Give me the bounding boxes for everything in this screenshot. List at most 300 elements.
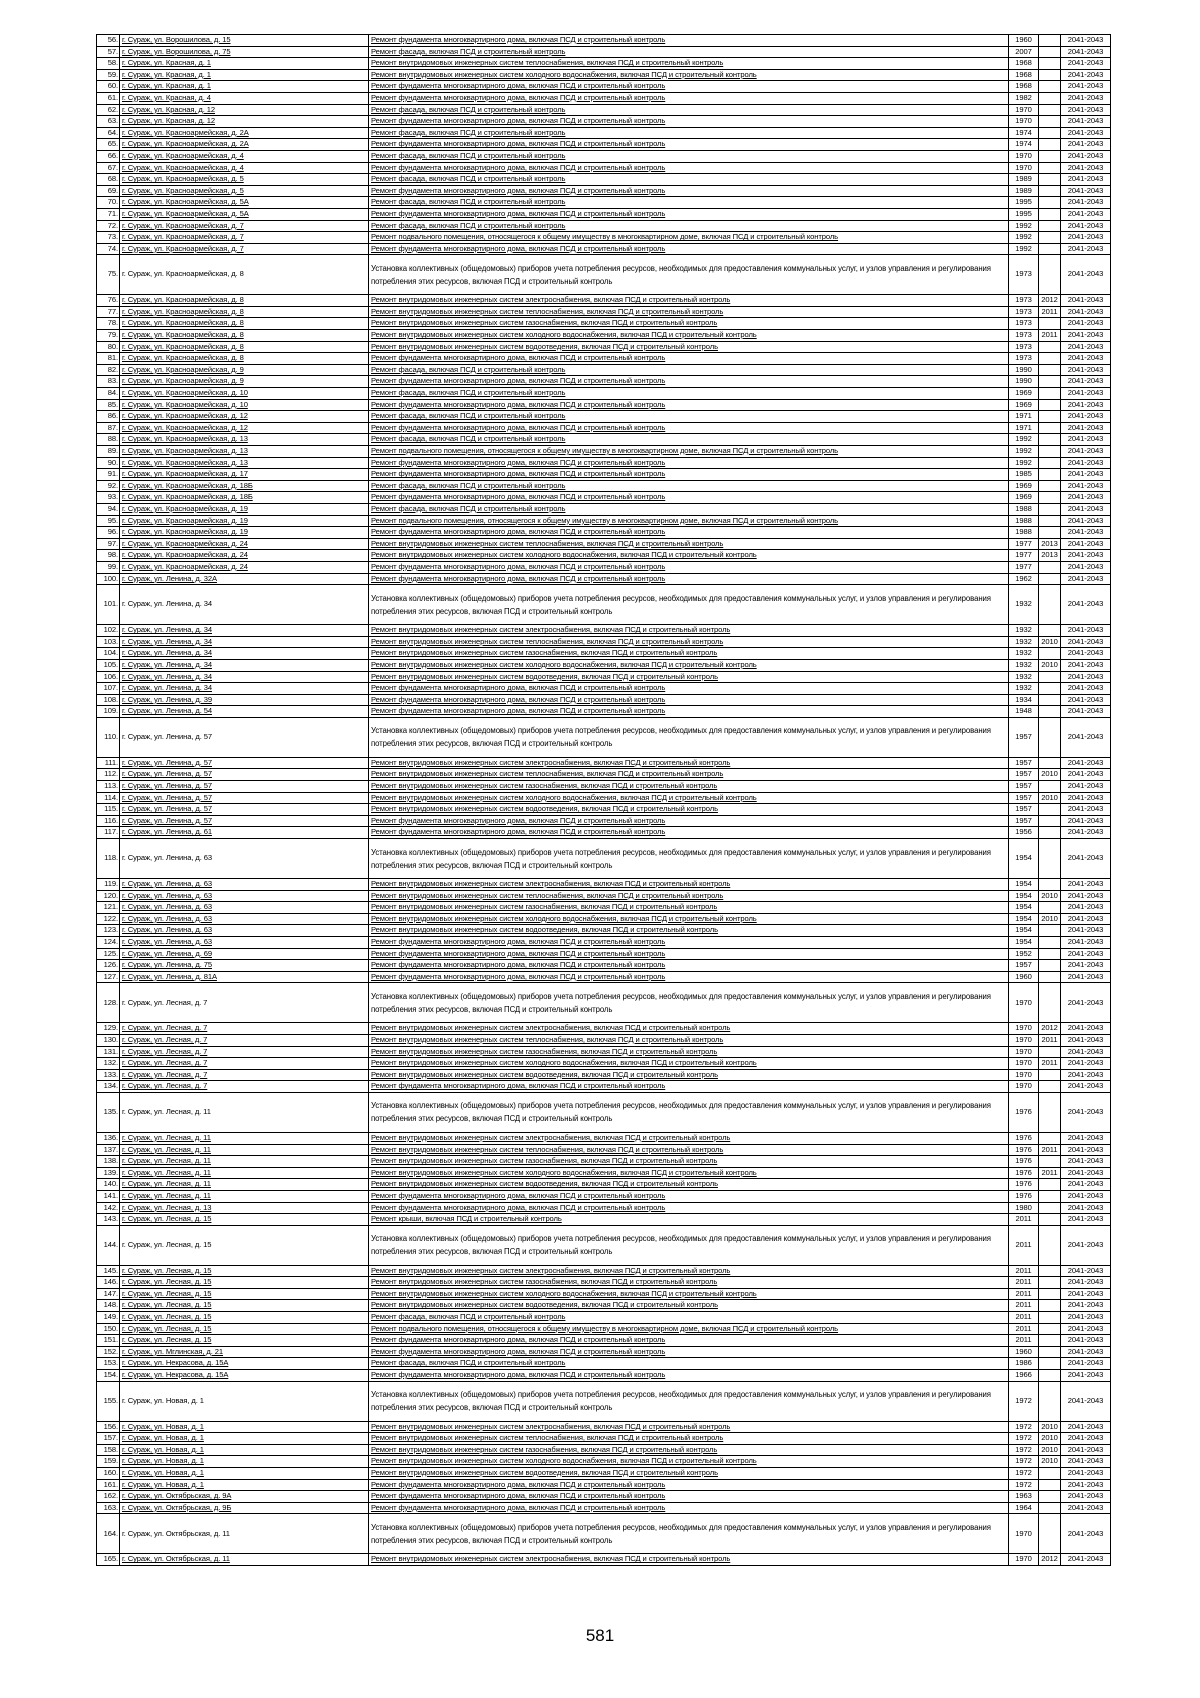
table-row (97, 1370, 1155, 1382)
row-number-cell: 127. (97, 971, 120, 983)
empty-margin-cell (1111, 902, 1155, 914)
row-number-cell: 103. (97, 636, 120, 648)
empty-margin-cell (1111, 503, 1155, 515)
work-type-cell: Ремонт внутридомовых инженерных систем газоснабжения, включая ПСД и строительный контроль (369, 1277, 1009, 1289)
empty-margin-cell (1111, 948, 1155, 960)
address-cell: г. Сураж, ул. Лесная, д. 15 (120, 1214, 369, 1226)
row-number-cell: 64. (97, 127, 120, 139)
table-row (97, 781, 1155, 793)
table-row (97, 318, 1155, 330)
row-number-cell: 136. (97, 1132, 120, 1144)
table-row (97, 255, 1155, 295)
last-repair-year-cell (1039, 341, 1061, 353)
planned-period-cell: 2041-2043 (1061, 364, 1111, 376)
address-cell: г. Сураж, ул. Красноармейская, д. 2А (120, 139, 369, 151)
empty-margin-cell (1111, 694, 1155, 706)
work-type-cell: Ремонт фасада, включая ПСД и строительный контроль (369, 1358, 1009, 1370)
work-type-cell: Ремонт фундамента многоквартирного дома, включая ПСД и строительный контроль (369, 948, 1009, 960)
last-repair-year-cell (1039, 376, 1061, 388)
empty-margin-cell (1111, 1144, 1155, 1156)
work-type-cell: Ремонт фундамента многоквартирного дома, включая ПСД и строительный контроль (369, 185, 1009, 197)
address-cell: г. Сураж, ул. Ленина, д. 63 (120, 879, 369, 891)
last-repair-year-cell: 2011 (1039, 1034, 1061, 1046)
empty-margin-cell (1111, 243, 1155, 255)
row-number-cell: 141. (97, 1190, 120, 1202)
build-year-cell: 1932 (1009, 585, 1039, 625)
address-cell: г. Сураж, ул. Ворошилова, д. 15 (120, 35, 369, 47)
work-type-cell: Ремонт фундамента многоквартирного дома, включая ПСД и строительный контроль (369, 469, 1009, 481)
last-repair-year-cell (1039, 208, 1061, 220)
work-type-cell: Ремонт фасада, включая ПСД и строительный контроль (369, 46, 1009, 58)
address-cell: г. Сураж, ул. Красноармейская, д. 19 (120, 527, 369, 539)
last-repair-year-cell (1039, 625, 1061, 637)
empty-margin-cell (1111, 1456, 1155, 1468)
row-number-cell: 68. (97, 174, 120, 186)
address-cell: г. Сураж, ул. Ленина, д. 34 (120, 648, 369, 660)
last-repair-year-cell (1039, 1069, 1061, 1081)
empty-margin-cell (1111, 1554, 1155, 1566)
build-year-cell: 1988 (1009, 527, 1039, 539)
build-year-cell: 1973 (1009, 318, 1039, 330)
build-year-cell: 2011 (1009, 1288, 1039, 1300)
work-type-cell: Ремонт фундамента многоквартирного дома, включая ПСД и строительный контроль (369, 208, 1009, 220)
work-type-cell: Установка коллективных (общедомовых) приборов учета потребления ресурсов, необходимых для предоставления коммунальных услуг, и узлов управления и регулирования потребления этих ресурсов, включая ПСД и строительный контроль (369, 983, 1009, 1023)
work-type-cell: Ремонт внутридомовых инженерных систем водоотведения, включая ПСД и строительный контроль (369, 1179, 1009, 1191)
last-repair-year-cell (1039, 480, 1061, 492)
build-year-cell: 1973 (1009, 295, 1039, 307)
planned-period-cell: 2041-2043 (1061, 827, 1111, 839)
address-cell: г. Сураж, ул. Красноармейская, д. 13 (120, 446, 369, 458)
work-type-cell: Ремонт фундамента многоквартирного дома, включая ПСД и строительный контроль (369, 1370, 1009, 1382)
row-number-cell: 97. (97, 538, 120, 550)
address-cell: г. Сураж, ул. Красноармейская, д. 5А (120, 208, 369, 220)
planned-period-cell: 2041-2043 (1061, 330, 1111, 342)
planned-period-cell: 2041-2043 (1061, 58, 1111, 70)
last-repair-year-cell (1039, 1491, 1061, 1503)
build-year-cell: 1960 (1009, 35, 1039, 47)
last-repair-year-cell (1039, 162, 1061, 174)
planned-period-cell: 2041-2043 (1061, 515, 1111, 527)
planned-period-cell: 2041-2043 (1061, 243, 1111, 255)
last-repair-year-cell (1039, 839, 1061, 879)
address-cell: г. Сураж, ул. Красноармейская, д. 7 (120, 220, 369, 232)
empty-margin-cell (1111, 1479, 1155, 1491)
last-repair-year-cell (1039, 804, 1061, 816)
empty-margin-cell (1111, 706, 1155, 718)
empty-margin-cell (1111, 1265, 1155, 1277)
table-row (97, 573, 1155, 585)
table-row (97, 35, 1155, 47)
row-number-cell: 70. (97, 197, 120, 209)
empty-margin-cell (1111, 1069, 1155, 1081)
planned-period-cell: 2041-2043 (1061, 1502, 1111, 1514)
planned-period-cell: 2041-2043 (1061, 1190, 1111, 1202)
empty-margin-cell (1111, 411, 1155, 423)
empty-margin-cell (1111, 480, 1155, 492)
empty-margin-cell (1111, 1300, 1155, 1312)
planned-period-cell: 2041-2043 (1061, 527, 1111, 539)
address-cell: г. Сураж, ул. Красная, д. 1 (120, 69, 369, 81)
address-cell: г. Сураж, ул. Красноармейская, д. 17 (120, 469, 369, 481)
empty-margin-cell (1111, 527, 1155, 539)
last-repair-year-cell (1039, 1277, 1061, 1289)
last-repair-year-cell (1039, 561, 1061, 573)
row-number-cell: 60. (97, 81, 120, 93)
work-type-cell: Ремонт фасада, включая ПСД и строительный контроль (369, 174, 1009, 186)
row-number-cell: 122. (97, 913, 120, 925)
row-number-cell: 153. (97, 1358, 120, 1370)
work-type-cell: Ремонт фундамента многоквартирного дома, включая ПСД и строительный контроль (369, 162, 1009, 174)
planned-period-cell: 2041-2043 (1061, 648, 1111, 660)
work-type-cell: Ремонт фундамента многоквартирного дома, включая ПСД и строительный контроль (369, 399, 1009, 411)
address-cell: г. Сураж, ул. Ленина, д. 57 (120, 804, 369, 816)
row-number-cell: 140. (97, 1179, 120, 1191)
address-cell: г. Сураж, ул. Красноармейская, д. 8 (120, 295, 369, 307)
table-row (97, 1491, 1155, 1503)
table-row (97, 1444, 1155, 1456)
address-cell: г. Сураж, ул. Ленина, д. 57 (120, 781, 369, 793)
build-year-cell: 1973 (1009, 353, 1039, 365)
last-repair-year-cell (1039, 1214, 1061, 1226)
planned-period-cell: 2041-2043 (1061, 890, 1111, 902)
work-type-cell: Ремонт внутридомовых инженерных систем электроснабжения, включая ПСД и строительный контроль (369, 625, 1009, 637)
table-row (97, 538, 1155, 550)
row-number-cell: 61. (97, 92, 120, 104)
table-body (97, 35, 1155, 1566)
build-year-cell: 1964 (1009, 1502, 1039, 1514)
address-cell: г. Сураж, ул. Новая, д. 1 (120, 1468, 369, 1480)
build-year-cell: 2007 (1009, 46, 1039, 58)
row-number-cell: 150. (97, 1323, 120, 1335)
build-year-cell: 1932 (1009, 625, 1039, 637)
planned-period-cell: 2041-2043 (1061, 1265, 1111, 1277)
empty-margin-cell (1111, 232, 1155, 244)
address-cell: г. Сураж, ул. Лесная, д. 15 (120, 1277, 369, 1289)
table-row (97, 1190, 1155, 1202)
table-row (97, 717, 1155, 757)
address-cell: г. Сураж, ул. Новая, д. 1 (120, 1433, 369, 1445)
planned-period-cell: 2041-2043 (1061, 127, 1111, 139)
empty-margin-cell (1111, 1277, 1155, 1289)
table-row (97, 515, 1155, 527)
build-year-cell: 2011 (1009, 1214, 1039, 1226)
planned-period-cell: 2041-2043 (1061, 1081, 1111, 1093)
last-repair-year-cell (1039, 434, 1061, 446)
address-cell: г. Сураж, ул. Красная, д. 1 (120, 58, 369, 70)
row-number-cell: 105. (97, 659, 120, 671)
row-number-cell: 89. (97, 446, 120, 458)
table-row (97, 1144, 1155, 1156)
planned-period-cell: 2041-2043 (1061, 411, 1111, 423)
address-cell: г. Сураж, ул. Ленина, д. 63 (120, 913, 369, 925)
table-row (97, 295, 1155, 307)
planned-period-cell: 2041-2043 (1061, 255, 1111, 295)
address-cell: г. Сураж, ул. Ленина, д. 63 (120, 902, 369, 914)
last-repair-year-cell (1039, 757, 1061, 769)
row-number-cell: 86. (97, 411, 120, 423)
last-repair-year-cell (1039, 220, 1061, 232)
empty-margin-cell (1111, 683, 1155, 695)
address-cell: г. Сураж, ул. Новая, д. 1 (120, 1381, 369, 1421)
build-year-cell: 1957 (1009, 815, 1039, 827)
build-year-cell: 1973 (1009, 341, 1039, 353)
build-year-cell: 2011 (1009, 1335, 1039, 1347)
row-number-cell: 125. (97, 948, 120, 960)
planned-period-cell: 2041-2043 (1061, 81, 1111, 93)
planned-period-cell: 2041-2043 (1061, 839, 1111, 879)
empty-margin-cell (1111, 197, 1155, 209)
build-year-cell: 2011 (1009, 1265, 1039, 1277)
row-number-cell: 112. (97, 769, 120, 781)
last-repair-year-cell: 2013 (1039, 538, 1061, 550)
row-number-cell: 134. (97, 1081, 120, 1093)
last-repair-year-cell: 2010 (1039, 1433, 1061, 1445)
empty-margin-cell (1111, 306, 1155, 318)
table-row (97, 815, 1155, 827)
last-repair-year-cell (1039, 1346, 1061, 1358)
address-cell: г. Сураж, ул. Некрасова, д. 15А (120, 1358, 369, 1370)
work-type-cell: Ремонт фундамента многоквартирного дома, включая ПСД и строительный контроль (369, 376, 1009, 388)
last-repair-year-cell (1039, 1179, 1061, 1191)
build-year-cell: 1954 (1009, 902, 1039, 914)
planned-period-cell: 2041-2043 (1061, 434, 1111, 446)
work-type-cell: Ремонт внутридомовых инженерных систем электроснабжения, включая ПСД и строительный контроль (369, 1421, 1009, 1433)
address-cell: г. Сураж, ул. Красноармейская, д. 13 (120, 434, 369, 446)
build-year-cell: 1966 (1009, 1370, 1039, 1382)
build-year-cell: 1954 (1009, 937, 1039, 949)
last-repair-year-cell (1039, 948, 1061, 960)
table-row (97, 139, 1155, 151)
empty-margin-cell (1111, 92, 1155, 104)
planned-period-cell: 2041-2043 (1061, 1554, 1111, 1566)
planned-period-cell: 2041-2043 (1061, 948, 1111, 960)
last-repair-year-cell (1039, 1202, 1061, 1214)
row-number-cell: 82. (97, 364, 120, 376)
planned-period-cell: 2041-2043 (1061, 92, 1111, 104)
row-number-cell: 59. (97, 69, 120, 81)
work-type-cell: Ремонт внутридомовых инженерных систем холодного водоснабжения, включая ПСД и строительный контроль (369, 1058, 1009, 1070)
empty-margin-cell (1111, 573, 1155, 585)
row-number-cell: 119. (97, 879, 120, 891)
empty-margin-cell (1111, 1358, 1155, 1370)
planned-period-cell: 2041-2043 (1061, 925, 1111, 937)
empty-margin-cell (1111, 1433, 1155, 1445)
table-row (97, 150, 1155, 162)
table-row (97, 162, 1155, 174)
work-type-cell: Установка коллективных (общедомовых) приборов учета потребления ресурсов, необходимых для предоставления коммунальных услуг, и узлов управления и регулирования потребления этих ресурсов, включая ПСД и строительный контроль (369, 717, 1009, 757)
planned-period-cell: 2041-2043 (1061, 399, 1111, 411)
empty-margin-cell (1111, 1092, 1155, 1132)
row-number-cell: 106. (97, 671, 120, 683)
last-repair-year-cell (1039, 648, 1061, 660)
row-number-cell: 115. (97, 804, 120, 816)
row-number-cell: 85. (97, 399, 120, 411)
planned-period-cell: 2041-2043 (1061, 550, 1111, 562)
address-cell: г. Сураж, ул. Красноармейская, д. 5 (120, 174, 369, 186)
last-repair-year-cell (1039, 827, 1061, 839)
address-cell: г. Сураж, ул. Красноармейская, д. 24 (120, 550, 369, 562)
row-number-cell: 113. (97, 781, 120, 793)
table-row (97, 757, 1155, 769)
build-year-cell: 1973 (1009, 330, 1039, 342)
last-repair-year-cell: 2010 (1039, 890, 1061, 902)
address-cell: г. Сураж, ул. Ленина, д. 63 (120, 925, 369, 937)
empty-margin-cell (1111, 208, 1155, 220)
empty-margin-cell (1111, 1491, 1155, 1503)
table-row (97, 1514, 1155, 1554)
planned-period-cell: 2041-2043 (1061, 1179, 1111, 1191)
work-type-cell: Ремонт фундамента многоквартирного дома, включая ПСД и строительный контроль (369, 353, 1009, 365)
planned-period-cell: 2041-2043 (1061, 1156, 1111, 1168)
last-repair-year-cell (1039, 879, 1061, 891)
empty-margin-cell (1111, 937, 1155, 949)
address-cell: г. Сураж, ул. Красноармейская, д. 4 (120, 150, 369, 162)
last-repair-year-cell (1039, 127, 1061, 139)
table-row (97, 104, 1155, 116)
address-cell: г. Сураж, ул. Ленина, д. 57 (120, 757, 369, 769)
build-year-cell: 1972 (1009, 1456, 1039, 1468)
row-number-cell: 157. (97, 1433, 120, 1445)
row-number-cell: 142. (97, 1202, 120, 1214)
empty-margin-cell (1111, 1335, 1155, 1347)
empty-margin-cell (1111, 839, 1155, 879)
work-type-cell: Ремонт фундамента многоквартирного дома, включая ПСД и строительный контроль (369, 492, 1009, 504)
address-cell: г. Сураж, ул. Красноармейская, д. 2А (120, 127, 369, 139)
build-year-cell: 1976 (1009, 1156, 1039, 1168)
row-number-cell: 108. (97, 694, 120, 706)
last-repair-year-cell (1039, 1312, 1061, 1324)
empty-margin-cell (1111, 1502, 1155, 1514)
last-repair-year-cell (1039, 983, 1061, 1023)
planned-period-cell: 2041-2043 (1061, 1456, 1111, 1468)
work-type-cell: Ремонт внутридомовых инженерных систем водоотведения, включая ПСД и строительный контроль (369, 925, 1009, 937)
planned-period-cell: 2041-2043 (1061, 1421, 1111, 1433)
empty-margin-cell (1111, 162, 1155, 174)
row-number-cell: 58. (97, 58, 120, 70)
planned-period-cell: 2041-2043 (1061, 659, 1111, 671)
table-row (97, 636, 1155, 648)
table-row (97, 364, 1155, 376)
empty-margin-cell (1111, 1034, 1155, 1046)
work-type-cell: Ремонт внутридомовых инженерных систем газоснабжения, включая ПСД и строительный контроль (369, 1444, 1009, 1456)
work-type-cell: Ремонт внутридомовых инженерных систем теплоснабжения, включая ПСД и строительный контроль (369, 1144, 1009, 1156)
table-row (97, 1456, 1155, 1468)
table-row (97, 81, 1155, 93)
empty-margin-cell (1111, 1288, 1155, 1300)
address-cell: г. Сураж, ул. Красноармейская, д. 7 (120, 232, 369, 244)
build-year-cell: 1986 (1009, 1358, 1039, 1370)
table-row (97, 174, 1155, 186)
build-year-cell: 1954 (1009, 913, 1039, 925)
work-type-cell: Ремонт внутридомовых инженерных систем газоснабжения, включая ПСД и строительный контроль (369, 1046, 1009, 1058)
last-repair-year-cell: 2010 (1039, 1444, 1061, 1456)
row-number-cell: 67. (97, 162, 120, 174)
row-number-cell: 154. (97, 1370, 120, 1382)
empty-margin-cell (1111, 550, 1155, 562)
build-year-cell: 1985 (1009, 469, 1039, 481)
work-type-cell: Ремонт фасада, включая ПСД и строительный контроль (369, 388, 1009, 400)
last-repair-year-cell: 2010 (1039, 1421, 1061, 1433)
work-type-cell: Ремонт фасада, включая ПСД и строительный контроль (369, 220, 1009, 232)
row-number-cell: 146. (97, 1277, 120, 1289)
build-year-cell: 1970 (1009, 983, 1039, 1023)
empty-margin-cell (1111, 399, 1155, 411)
address-cell: г. Сураж, ул. Лесная, д. 11 (120, 1092, 369, 1132)
build-year-cell: 1977 (1009, 550, 1039, 562)
build-year-cell: 1976 (1009, 1190, 1039, 1202)
planned-period-cell: 2041-2043 (1061, 1491, 1111, 1503)
empty-margin-cell (1111, 46, 1155, 58)
address-cell: г. Сураж, ул. Лесная, д. 7 (120, 1023, 369, 1035)
build-year-cell: 1990 (1009, 364, 1039, 376)
row-number-cell: 137. (97, 1144, 120, 1156)
table-row (97, 1265, 1155, 1277)
address-cell: г. Сураж, ул. Красноармейская, д. 8 (120, 306, 369, 318)
table-row (97, 1323, 1155, 1335)
last-repair-year-cell (1039, 104, 1061, 116)
address-cell: г. Сураж, ул. Ленина, д. 34 (120, 585, 369, 625)
build-year-cell: 1934 (1009, 694, 1039, 706)
address-cell: г. Сураж, ул. Лесная, д. 15 (120, 1225, 369, 1265)
table-row (97, 1046, 1155, 1058)
last-repair-year-cell (1039, 185, 1061, 197)
empty-margin-cell (1111, 469, 1155, 481)
work-type-cell: Установка коллективных (общедомовых) приборов учета потребления ресурсов, необходимых для предоставления коммунальных услуг, и узлов управления и регулирования потребления этих ресурсов, включая ПСД и строительный контроль (369, 839, 1009, 879)
empty-margin-cell (1111, 1190, 1155, 1202)
planned-period-cell: 2041-2043 (1061, 1058, 1111, 1070)
table-row (97, 388, 1155, 400)
planned-period-cell: 2041-2043 (1061, 104, 1111, 116)
build-year-cell: 1957 (1009, 804, 1039, 816)
work-type-cell: Ремонт фасада, включая ПСД и строительный контроль (369, 434, 1009, 446)
empty-margin-cell (1111, 81, 1155, 93)
address-cell: г. Сураж, ул. Ленина, д. 81А (120, 971, 369, 983)
table-row (97, 1421, 1155, 1433)
planned-period-cell: 2041-2043 (1061, 879, 1111, 891)
last-repair-year-cell: 2011 (1039, 306, 1061, 318)
work-type-cell: Ремонт внутридомовых инженерных систем электроснабжения, включая ПСД и строительный контроль (369, 1265, 1009, 1277)
address-cell: г. Сураж, ул. Октябрьская, д. 11 (120, 1554, 369, 1566)
address-cell: г. Сураж, ул. Лесная, д. 15 (120, 1265, 369, 1277)
table-row (97, 890, 1155, 902)
last-repair-year-cell (1039, 925, 1061, 937)
last-repair-year-cell (1039, 1300, 1061, 1312)
last-repair-year-cell: 2011 (1039, 330, 1061, 342)
work-type-cell: Ремонт внутридомовых инженерных систем холодного водоснабжения, включая ПСД и строительный контроль (369, 1167, 1009, 1179)
address-cell: г. Сураж, ул. Красноармейская, д. 7 (120, 243, 369, 255)
table-row (97, 197, 1155, 209)
address-cell: г. Сураж, ул. Новая, д. 1 (120, 1479, 369, 1491)
table-row (97, 480, 1155, 492)
work-type-cell: Ремонт фасада, включая ПСД и строительный контроль (369, 127, 1009, 139)
row-number-cell: 74. (97, 243, 120, 255)
last-repair-year-cell (1039, 503, 1061, 515)
empty-margin-cell (1111, 1323, 1155, 1335)
work-type-cell: Ремонт крыши, включая ПСД и строительный контроль (369, 1214, 1009, 1226)
last-repair-year-cell (1039, 411, 1061, 423)
last-repair-year-cell (1039, 1081, 1061, 1093)
last-repair-year-cell (1039, 1468, 1061, 1480)
build-year-cell: 1969 (1009, 388, 1039, 400)
address-cell: г. Сураж, ул. Новая, д. 1 (120, 1456, 369, 1468)
table-row (97, 659, 1155, 671)
row-number-cell: 77. (97, 306, 120, 318)
address-cell: г. Сураж, ул. Красноармейская, д. 10 (120, 399, 369, 411)
planned-period-cell: 2041-2043 (1061, 1092, 1111, 1132)
empty-margin-cell (1111, 150, 1155, 162)
row-number-cell: 99. (97, 561, 120, 573)
table-row (97, 1214, 1155, 1226)
